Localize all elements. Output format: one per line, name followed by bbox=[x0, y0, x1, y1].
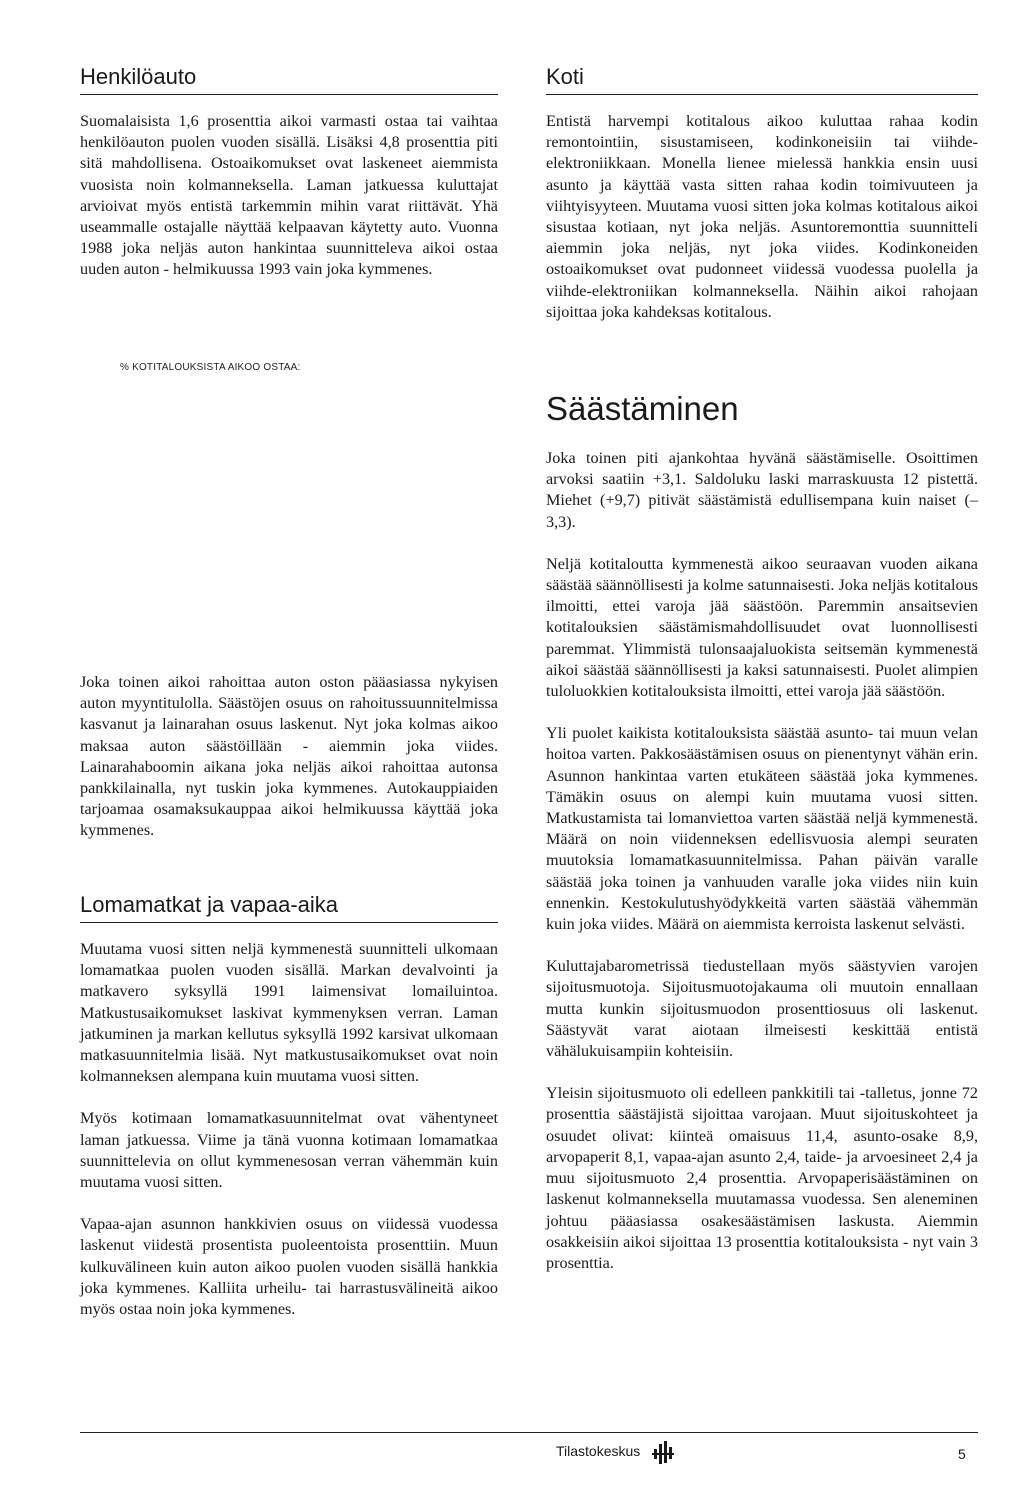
paragraph-lomamatkat-1: Muutama vuosi sitten neljä kymmenestä suunnitteli ulkomaan lomamatkaa puolen vuoden sisällä. Markan devalvointi ja matkavero syksyllä 1991 laimensivat lomailuintoa. Matkustusaikomukset laskivat kymmenyksen verran. Laman jatkuminen ja markan kellutus syksyllä 1992 karsivat ulkomaan matkasuunnitelmia lisää. Nyt matkustusaikomukset ovat noin kolmanneksen alempana kuin muutama vuosi sitten. bbox=[80, 940, 498, 1086]
footer-rule bbox=[80, 1432, 978, 1433]
paragraph-koti-1: Entistä harvempi kotitalous aikoo kuluttaa rahaa kodin remontointiin, sisustamiseen, kodinkoneisiin tai viihde-elektroniikkaan. Monella lienee mielessä hankkia ensin uusi asunto ja käyttää vasta sitten rahaa kodin toimivuuteen ja viihtyisyyteen. Muutama vuosi sitten joka kolmas kotitalous aikoi sisustaa kotiaan, nyt joka neljäs. Asuntoremonttia suunnitteli aiemmin joka neljäs, nyt joka viides. Kodinkoneiden ostoaikomukset ovat pudonneet viidessä vuodessa puolella ja viihde-elektroniikan kolmanneksella. Näihin aikoi rahojaan sijoittaa joka kahdeksas kotitalous. bbox=[546, 112, 978, 321]
paragraph-saastaminen-1: Joka toinen piti ajankohtaa hyvänä säästämiselle. Osoittimen arvoksi saatiin +3,1. Saldoluku laski marraskuusta 12 pistettä. Miehet (+9,7) pitivät säästämistä edullisempana kuin naiset (–3,3). bbox=[546, 449, 978, 531]
heading-koti: Koti bbox=[546, 64, 978, 95]
paragraph-henkiloauto-2: Joka toinen aikoi rahoittaa auton oston pääasiassa nykyisen auton myyntitulolla. Säästöjen osuus on rahoitussuunnitelmissa kasvanut ja lainarahan osuus laskenut. Nyt joka kolmas aikoo maksaa auton säästöillään - aiemmin joka viides. Lainarahaboomin aikana joka neljäs aikoi rahoittaa autonsa pankkilainalla, nyt tuskin joka kymmenes. Autokauppiaiden tarjoamaa osamaksukauppaa aikoi helmikuussa käyttää joka kymmenes. bbox=[80, 673, 498, 840]
section-henkiloauto-cont bbox=[80, 672, 498, 842]
footer-brand: Tilastokeskus bbox=[556, 1443, 641, 1459]
paragraph-saastaminen-5: Yleisin sijoitusmuoto oli edelleen pankkitili tai -talletus, jonne 72 prosenttia säästäjistä sijoittaa varojaan. Muut sijoituskohteet ja osuudet olivat: kiinteä omaisuus 11,4, asunto-osake 8,9, arvopaperit 8,1, vapaa-ajan asunto 2,4, taide- ja arvoesineet 2,4 ja muu sijoitusmuoto 2,4 prosenttia. Arvopaperisäästäminen on laskenut kolmanneksella muutamassa vuodessa. Sen aleneminen johtuu pääasiassa osakesäästämisen laskusta. Aiemmin osakkeisiin aikoi sijoittaa 13 prosenttia kotitalouksista - nyt vain 3 prosenttia. bbox=[546, 1084, 978, 1272]
section-lomamatkat bbox=[80, 892, 498, 1320]
heading-saastaminen: Säästäminen bbox=[546, 390, 739, 427]
section-saastaminen bbox=[546, 390, 978, 1274]
section-henkiloauto bbox=[80, 64, 498, 281]
paragraph-lomamatkat-3: Vapaa-ajan asunnon hankkivien osuus on viidessä vuodessa laskenut viidestä prosentista puoleentoista prosenttiin. Muun kulkuvälineen kuin auton aikoo puolen vuoden sisällä hankkia joka kymmenes. Kalliita urheilu- tai harrastusvälineitä aikoo myös ostaa noin joka kymmenes. bbox=[80, 1215, 498, 1319]
section-koti bbox=[546, 64, 978, 323]
paragraph-henkiloauto-1: Suomalaisista 1,6 prosenttia aikoi varmasti ostaa tai vaihtaa henkilöauton puolen vuoden sisällä. Lisäksi 4,8 prosenttia piti sitä mahdollisena. Ostoaikomukset ovat laskeneet aiemmista vuosista noin kolmanneksella. Laman jatkuessa kuluttajat arvioivat myös entistä tarkemmin mihin varat riittävät. Yhä useammalle ostajalle näyttää kelpaavan käytetty auto. Vuonna 1988 joka neljäs auton hankintaa suunnitteleva aikoi ostaa uuden auton - helmikuussa 1993 vain joka kymmenes. bbox=[80, 112, 498, 279]
chart-caption: % KOTITALOUKSISTA AIKOO OSTAA: bbox=[120, 362, 301, 373]
tilastokeskus-logo-icon bbox=[652, 1440, 674, 1466]
paragraph-saastaminen-4: Kuluttajabarometrissä tiedustellaan myös säästyvien varojen sijoitusmuotoja. Sijoitusmuotojakauma oli muutoin ennallaan mutta kunkin sijoitusmuodon prosenttiosuus oli laskenut. Säästyvät varat aiotaan ilmeisesti keskittää entistä vähälukuisampiin kohteisiin. bbox=[546, 957, 978, 1061]
paragraph-saastaminen-2: Neljä kotitaloutta kymmenestä aikoo seuraavan vuoden aikana säästää säännöllisesti ja kolme satunnaisesti. Joka neljäs kotitalous ilmoitti, ettei varoja jää säästöön. Paremmin ansaitsevien kotitalouksien säästämismahdollisuudet ovat luonnollisesti paremmat. Ylimmistä tulonsaajaluokista seitsemän kymmenestä aikoi säästää säännöllisesti ja kaksi satunnaisesti. Puolet alimpien tuloluokkien kotitalouksista ilmoitti, ettei varoja jää säästöön. bbox=[546, 554, 978, 701]
paragraph-saastaminen-3: Yli puolet kaikista kotitalouksista säästää asunto- tai muun velan hoitoa varten. Pakkosäästämisen osuus on pienentynyt vähän erin. Asunnon hankintaa varten etukäteen säästää joka kymmenes. Tämäkin osuus on alempi kuin muutama vuosi sitten. Matkustamista tai lomanviettoa varten säästää neljä kymmenestä. Määrä on noin viidenneksen edellisvuosia alempi seuraten muutoksia lomamatkasuunnitelmissa. Pahan päivän varalle säästää joka toinen ja vanhuuden varalle joka viides niin kuin ennenkin. Kestokulutushyödykkeitä varten säästää vähemmän kuin joka viides. Määrä on aiemmista kerroista laskenut selvästi. bbox=[546, 724, 978, 934]
heading-lomamatkat: Lomamatkat ja vapaa-aika bbox=[80, 892, 498, 923]
heading-henkiloauto: Henkilöauto bbox=[80, 64, 498, 95]
page-number: 5 bbox=[958, 1446, 966, 1462]
paragraph-lomamatkat-2: Myös kotimaan lomamatkasuunnitelmat ovat vähentyneet laman jatkuessa. Viime ja tänä vuonna kotimaan lomamatkaa suunnittelevia on ollut kymmenesosan verran vähemmän kuin muutama vuosi sitten. bbox=[80, 1109, 498, 1192]
